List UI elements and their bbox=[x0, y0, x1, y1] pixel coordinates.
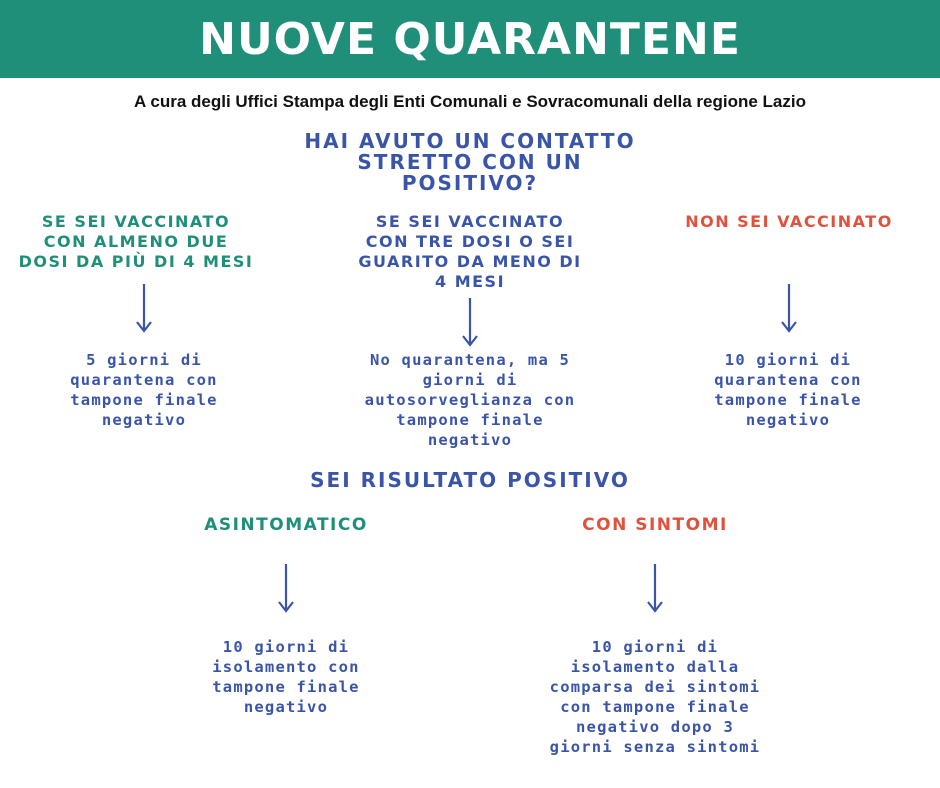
result-line: 5 giorni di bbox=[86, 351, 202, 369]
result-line: tampone finale bbox=[70, 391, 218, 409]
result-line: autosorveglianza con bbox=[364, 391, 576, 409]
result-line: con tampone finale bbox=[560, 698, 750, 716]
down-arrow-icon bbox=[779, 282, 799, 336]
condition-line: 4 MESI bbox=[434, 272, 506, 291]
result-line: tampone finale bbox=[396, 411, 544, 429]
result-line: quarantena con bbox=[70, 371, 218, 389]
result-line: giorni di bbox=[422, 371, 518, 389]
result-line: 10 giorni di bbox=[222, 638, 350, 656]
result-quarantine-5-days bbox=[36, 350, 252, 430]
result-line: 10 giorni di bbox=[591, 638, 719, 656]
result-line: giorni senza sintomi bbox=[549, 738, 761, 756]
question-line: STRETTO CON UN bbox=[357, 150, 583, 174]
condition-with-symptoms: CON SINTOMI bbox=[582, 515, 728, 535]
question-line: HAI AVUTO UN CONTATTO bbox=[304, 129, 636, 153]
result-isolation-asymptomatic bbox=[176, 637, 396, 717]
question-line: POSITIVO? bbox=[401, 171, 539, 195]
result-isolation-with-symptoms bbox=[524, 637, 786, 757]
result-line: isolamento dalla bbox=[570, 658, 740, 676]
condition-line: GUARITO DA MENO DI bbox=[358, 252, 582, 271]
down-arrow-icon bbox=[460, 296, 480, 350]
condition-vaccinated-two-doses bbox=[14, 212, 258, 272]
condition-line: DOSI DA PIÙ DI 4 MESI bbox=[18, 252, 254, 271]
condition-asymptomatic: ASINTOMATICO bbox=[204, 515, 368, 535]
down-arrow-icon bbox=[645, 562, 665, 616]
down-arrow-icon bbox=[134, 282, 154, 336]
result-line: tampone finale bbox=[714, 391, 862, 409]
result-no-quarantine bbox=[334, 350, 606, 450]
condition-not-vaccinated bbox=[660, 212, 918, 232]
condition-line: CON TRE DOSI O SEI bbox=[365, 232, 575, 251]
result-line: negativo bbox=[427, 431, 513, 449]
positive-section-heading: SEI RISULTATO POSITIVO bbox=[310, 468, 630, 492]
result-line: quarantena con bbox=[714, 371, 862, 389]
condition-line: CON ALMENO DUE bbox=[43, 232, 229, 251]
result-line: 10 giorni di bbox=[724, 351, 852, 369]
credit-line: A cura degli Uffici Stampa degli Enti Comunali e Sovracomunali della regione Lazio bbox=[134, 92, 806, 111]
result-line: No quarantena, ma 5 bbox=[369, 351, 571, 369]
result-line: negativo bbox=[745, 411, 831, 429]
result-line: isolamento con bbox=[212, 658, 360, 676]
title-banner bbox=[0, 0, 940, 78]
condition-line: SE SEI VACCINATO bbox=[41, 212, 231, 231]
condition-line: NON SEI VACCINATO bbox=[685, 212, 893, 231]
result-quarantine-10-days bbox=[680, 350, 896, 430]
result-line: negativo bbox=[243, 698, 329, 716]
result-line: negativo bbox=[101, 411, 187, 429]
condition-line: SE SEI VACCINATO bbox=[375, 212, 565, 231]
result-line: negativo dopo 3 bbox=[576, 718, 734, 736]
down-arrow-icon bbox=[276, 562, 296, 616]
contact-question bbox=[270, 131, 670, 194]
page-title: NUOVE QUARANTENE bbox=[199, 13, 741, 65]
result-line: comparsa dei sintomi bbox=[549, 678, 761, 696]
condition-vaccinated-three-doses bbox=[330, 212, 610, 292]
result-line: tampone finale bbox=[212, 678, 360, 696]
